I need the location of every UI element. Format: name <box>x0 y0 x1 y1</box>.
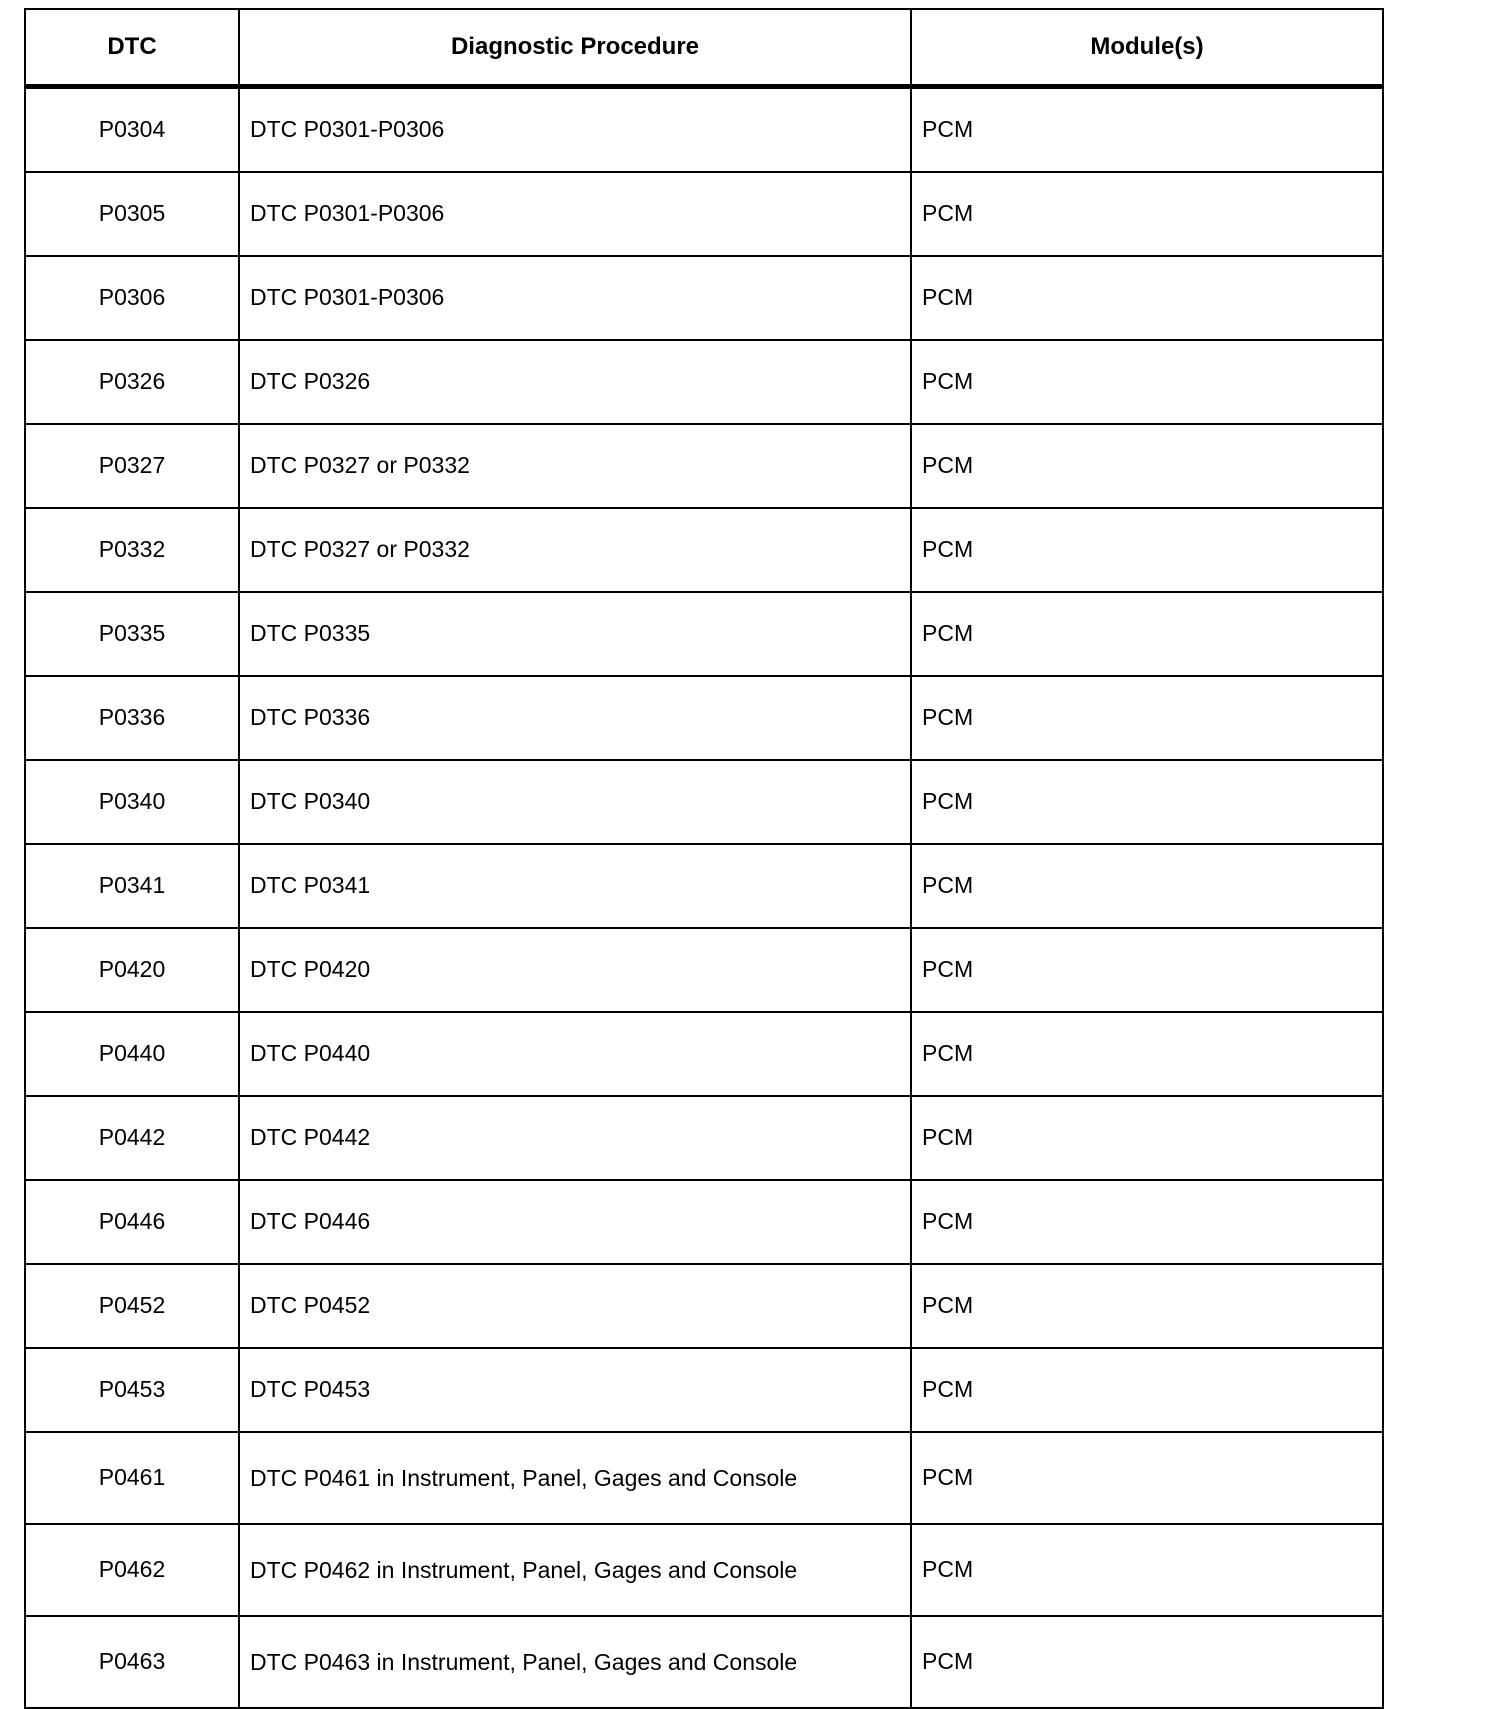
cell-dtc-code: P0453 <box>25 1348 239 1432</box>
table-body <box>25 87 1383 1709</box>
cell-diagnostic-procedure <box>239 1264 911 1348</box>
cell-module: PCM <box>911 508 1383 592</box>
cell-diagnostic-procedure <box>239 1616 911 1708</box>
column-header-diagnostic-procedure: Diagnostic Procedure <box>239 9 911 87</box>
cell-dtc-code: P0440 <box>25 1012 239 1096</box>
column-header-modules: Module(s) <box>911 9 1383 87</box>
cell-module: PCM <box>911 340 1383 424</box>
cell-diagnostic-procedure <box>239 676 911 760</box>
procedure-text: DTC P0462 in Instrument, Panel, Gages and Console <box>250 1556 798 1583</box>
cell-dtc-code: P0305 <box>25 172 239 256</box>
table-row <box>25 1264 1383 1348</box>
table-row <box>25 1012 1383 1096</box>
cell-diagnostic-procedure <box>239 760 911 844</box>
cell-dtc-code: P0442 <box>25 1096 239 1180</box>
cell-diagnostic-procedure <box>239 1096 911 1180</box>
cell-module: PCM <box>911 256 1383 340</box>
procedure-text: DTC P0440 <box>250 1040 371 1067</box>
table-row <box>25 676 1383 760</box>
procedure-text: DTC P0336 <box>250 704 371 731</box>
cell-module: PCM <box>911 172 1383 256</box>
cell-diagnostic-procedure <box>239 1180 911 1264</box>
procedure-text: DTC P0327 or P0332 <box>250 452 470 479</box>
cell-module: PCM <box>911 592 1383 676</box>
cell-diagnostic-procedure <box>239 1524 911 1616</box>
table-row <box>25 1616 1383 1708</box>
cell-diagnostic-procedure <box>239 928 911 1012</box>
cell-diagnostic-procedure <box>239 592 911 676</box>
cell-diagnostic-procedure <box>239 1348 911 1432</box>
cell-module: PCM <box>911 87 1383 173</box>
column-header-dtc: DTC <box>25 9 239 87</box>
procedure-text: DTC P0453 <box>250 1376 371 1403</box>
cell-dtc-code: P0336 <box>25 676 239 760</box>
procedure-text: DTC P0327 or P0332 <box>250 536 470 563</box>
cell-module: PCM <box>911 676 1383 760</box>
cell-dtc-code: P0326 <box>25 340 239 424</box>
cell-diagnostic-procedure <box>239 87 911 173</box>
procedure-text: DTC P0301-P0306 <box>250 284 445 311</box>
procedure-text: DTC P0420 <box>250 956 371 983</box>
table-row <box>25 424 1383 508</box>
cell-dtc-code: P0304 <box>25 87 239 173</box>
procedure-text: DTC P0461 in Instrument, Panel, Gages and Console <box>250 1464 798 1491</box>
cell-module: PCM <box>911 1348 1383 1432</box>
cell-dtc-code: P0420 <box>25 928 239 1012</box>
table-header-row <box>25 9 1383 87</box>
cell-module: PCM <box>911 928 1383 1012</box>
procedure-text: DTC P0301-P0306 <box>250 200 445 227</box>
cell-module: PCM <box>911 1524 1383 1616</box>
cell-dtc-code: P0340 <box>25 760 239 844</box>
cell-module: PCM <box>911 1264 1383 1348</box>
cell-diagnostic-procedure <box>239 424 911 508</box>
table-row <box>25 87 1383 173</box>
cell-module: PCM <box>911 844 1383 928</box>
table-row <box>25 928 1383 1012</box>
procedure-text: DTC P0301-P0306 <box>250 116 445 143</box>
table-row <box>25 844 1383 928</box>
cell-dtc-code: P0446 <box>25 1180 239 1264</box>
cell-diagnostic-procedure <box>239 340 911 424</box>
table-header <box>25 9 1383 87</box>
procedure-text: DTC P0341 <box>250 872 371 899</box>
dtc-diagnostic-table <box>24 8 1384 1709</box>
table-row <box>25 256 1383 340</box>
cell-module: PCM <box>911 1180 1383 1264</box>
cell-module: PCM <box>911 424 1383 508</box>
procedure-text: DTC P0463 in Instrument, Panel, Gages and Console <box>250 1648 798 1675</box>
cell-diagnostic-procedure <box>239 172 911 256</box>
cell-dtc-code: P0341 <box>25 844 239 928</box>
procedure-text: DTC P0442 <box>250 1124 371 1151</box>
procedure-text: DTC P0446 <box>250 1208 371 1235</box>
cell-module: PCM <box>911 1096 1383 1180</box>
procedure-text: DTC P0326 <box>250 368 371 395</box>
table-row <box>25 1096 1383 1180</box>
cell-diagnostic-procedure <box>239 1012 911 1096</box>
cell-module: PCM <box>911 1012 1383 1096</box>
cell-dtc-code: P0463 <box>25 1616 239 1708</box>
cell-dtc-code: P0327 <box>25 424 239 508</box>
cell-dtc-code: P0452 <box>25 1264 239 1348</box>
table-row <box>25 1432 1383 1524</box>
procedure-text: DTC P0340 <box>250 788 371 815</box>
cell-dtc-code: P0306 <box>25 256 239 340</box>
cell-module: PCM <box>911 760 1383 844</box>
cell-diagnostic-procedure <box>239 1432 911 1524</box>
table-row <box>25 340 1383 424</box>
cell-dtc-code: P0335 <box>25 592 239 676</box>
table-row <box>25 1524 1383 1616</box>
procedure-text: DTC P0452 <box>250 1292 371 1319</box>
cell-diagnostic-procedure <box>239 844 911 928</box>
cell-diagnostic-procedure <box>239 508 911 592</box>
table-row <box>25 1180 1383 1264</box>
cell-dtc-code: P0461 <box>25 1432 239 1524</box>
cell-module: PCM <box>911 1616 1383 1708</box>
cell-module: PCM <box>911 1432 1383 1524</box>
cell-dtc-code: P0462 <box>25 1524 239 1616</box>
table-row <box>25 508 1383 592</box>
table-row <box>25 1348 1383 1432</box>
table-row <box>25 760 1383 844</box>
cell-dtc-code: P0332 <box>25 508 239 592</box>
procedure-text: DTC P0335 <box>250 620 371 647</box>
table-row <box>25 592 1383 676</box>
cell-diagnostic-procedure <box>239 256 911 340</box>
table-row <box>25 172 1383 256</box>
